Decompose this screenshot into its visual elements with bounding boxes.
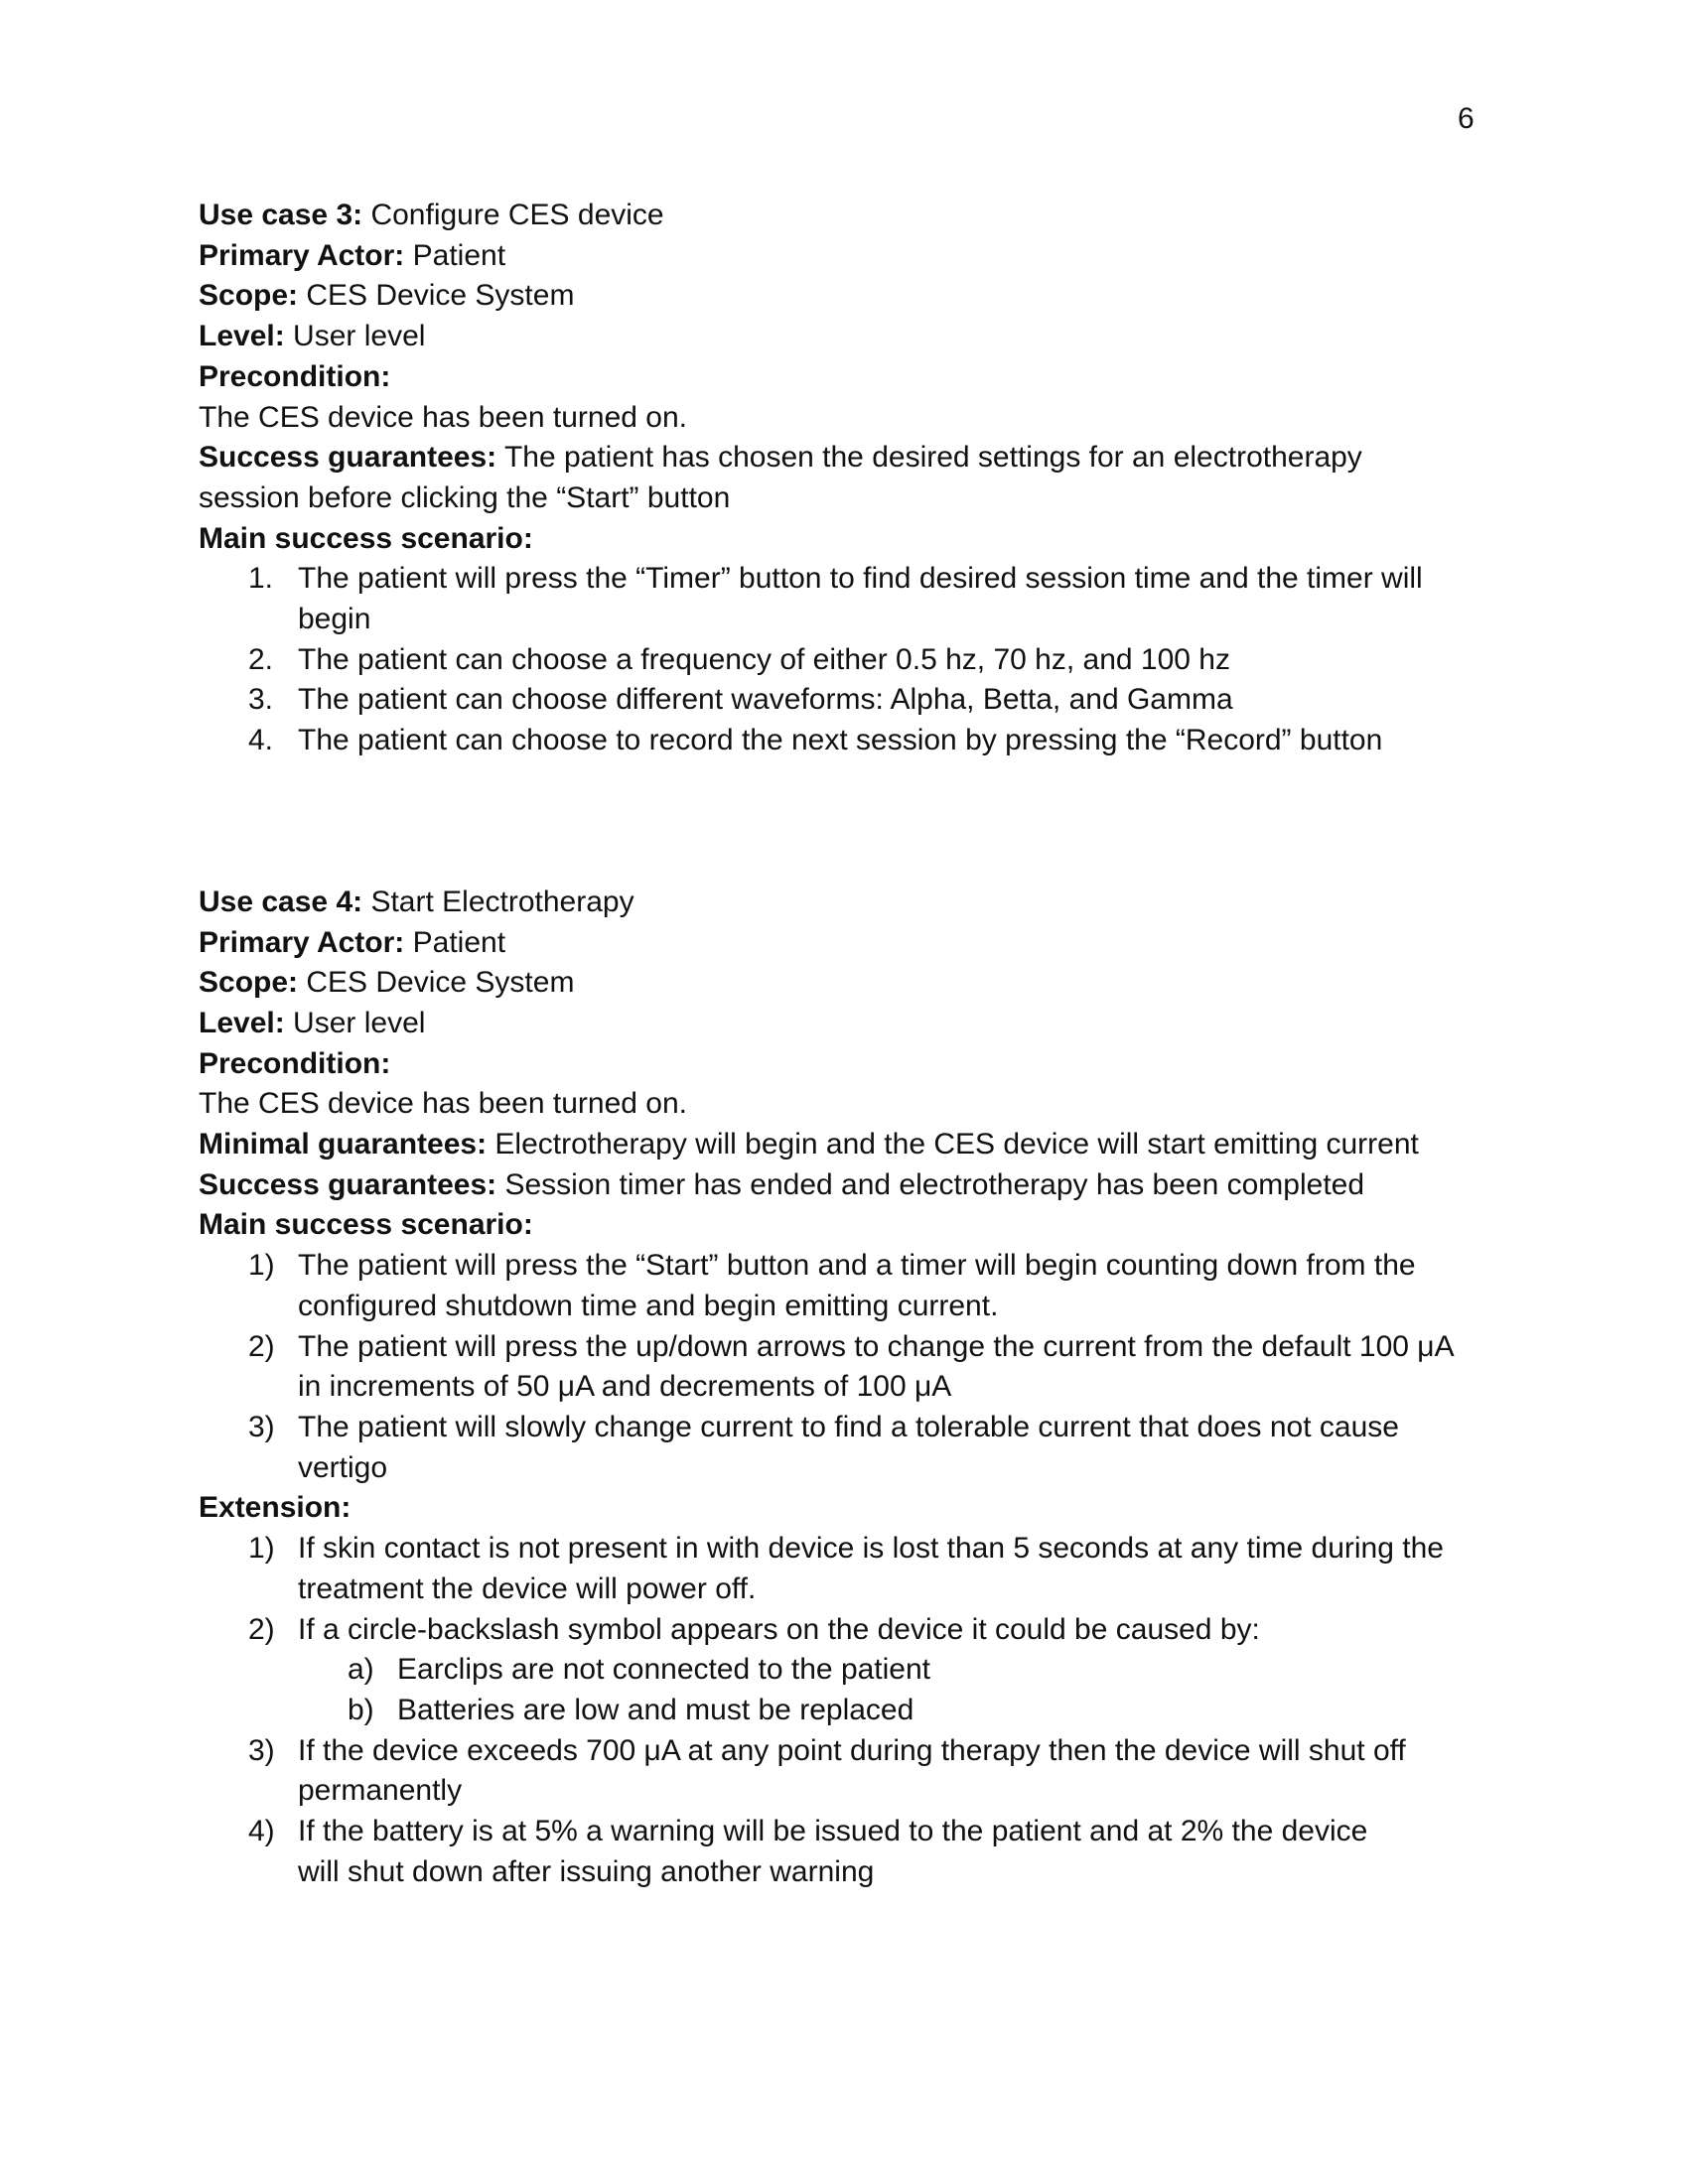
primary-actor-label: Primary Actor: — [199, 925, 405, 959]
list-item-line: If a circle-backslash symbol appears on the device it could be caused by: — [298, 1612, 1260, 1646]
primary-actor-label: Primary Actor: — [199, 238, 405, 272]
list-marker: 3. — [248, 683, 274, 717]
primary-actor — [199, 236, 1489, 277]
level — [199, 1004, 1489, 1044]
list-item — [199, 640, 1489, 681]
sub-list-item-text: Batteries are low and must be replaced — [397, 1693, 914, 1726]
list-item-line: The patient will press the “Timer” button to find desired session time and the timer will — [298, 562, 1423, 596]
precondition-label: Precondition: — [199, 1046, 391, 1080]
minimal-guarantees-value: Electrotherapy will begin and the CES device will start emitting current — [487, 1128, 1419, 1161]
list-item — [199, 1610, 1489, 1651]
main-scenario-label: Main success scenario: — [199, 521, 533, 555]
list-item-line: If the battery is at 5% a warning will be issued to the patient and at 2% the device — [298, 1815, 1368, 1848]
use-case-value: Start Electrotherapy — [362, 885, 634, 918]
list-marker: 1) — [248, 1532, 275, 1566]
extension-label: Extension: — [199, 1491, 352, 1525]
primary-actor — [199, 923, 1489, 964]
level — [199, 317, 1489, 357]
list-item — [199, 1529, 1489, 1609]
list-marker: 4) — [248, 1815, 275, 1848]
list-item — [199, 1408, 1489, 1488]
use-case-title — [199, 196, 1489, 236]
level-label: Level: — [199, 320, 285, 353]
scope-label: Scope: — [199, 279, 299, 313]
list-marker: 2. — [248, 642, 274, 676]
success-guarantees-value: The patient has chosen the desired settings for an electrotherapy — [496, 441, 1362, 475]
list-item — [199, 1812, 1489, 1892]
level-label: Level: — [199, 1006, 285, 1039]
level-value: User level — [284, 320, 426, 353]
list-item-line: The patient can choose different waveforms: Alpha, Betta, and Gamma — [298, 683, 1233, 717]
list-item-line: begin — [298, 603, 371, 636]
list-item — [199, 1731, 1489, 1812]
use-case-label: Use case 3: — [199, 199, 363, 231]
success-guarantees — [199, 438, 1489, 478]
precondition-label: Precondition: — [199, 359, 391, 393]
success-guarantees-continued: session before clicking the “Start” button — [199, 480, 731, 514]
list-marker: 2) — [248, 1329, 275, 1363]
sub-list-marker: a) — [348, 1653, 374, 1687]
list-item — [199, 1327, 1489, 1408]
list-item-line: The patient will press the “Start” button and a timer will begin counting down from the — [298, 1249, 1416, 1283]
section-spacer — [199, 761, 1489, 883]
sub-list-item — [199, 1691, 1489, 1731]
use-case-title — [199, 883, 1489, 923]
scope-value: CES Device System — [298, 279, 575, 313]
list-marker: 1) — [248, 1249, 275, 1283]
minimal-guarantees-label: Minimal guarantees: — [199, 1128, 488, 1161]
list-marker: 4. — [248, 724, 274, 757]
list-item-line: The patient will press the up/down arrows to change the current from the default 100 μA — [298, 1329, 1455, 1363]
list-item-line: in increments of 50 μA and decrements of 100 μA — [298, 1370, 952, 1404]
precondition-text: The CES device has been turned on. — [199, 400, 687, 434]
list-marker: 3) — [248, 1733, 275, 1767]
success-guarantees-label: Success guarantees: — [199, 1167, 497, 1201]
success-guarantees — [199, 1165, 1489, 1206]
main-scenario-list — [199, 559, 1489, 761]
precondition-text: The CES device has been turned on. — [199, 1087, 687, 1121]
list-item — [199, 721, 1489, 761]
level-value: User level — [284, 1006, 426, 1039]
primary-actor-value: Patient — [404, 925, 506, 959]
list-item — [199, 680, 1489, 721]
list-item-line: The patient will slowly change current to find a tolerable current that does not cause — [298, 1410, 1399, 1443]
list-item-line: The patient can choose to record the next session by pressing the “Record” button — [298, 724, 1383, 757]
list-marker: 3) — [248, 1410, 275, 1443]
sub-list-item-text: Earclips are not connected to the patient — [397, 1653, 931, 1687]
list-item-line: The patient can choose a frequency of either 0.5 hz, 70 hz, and 100 hz — [298, 642, 1230, 676]
list-item — [199, 1246, 1489, 1326]
page-number: 6 — [1458, 102, 1475, 135]
list-marker: 2) — [248, 1612, 275, 1646]
document-body — [199, 196, 1489, 1892]
success-guarantees-label: Success guarantees: — [199, 441, 497, 475]
minimal-guarantees — [199, 1125, 1489, 1165]
scope — [199, 963, 1489, 1004]
main-scenario-label: Main success scenario: — [199, 1208, 533, 1242]
list-item — [199, 559, 1489, 639]
list-item-line: If skin contact is not present in with device is lost than 5 seconds at any time during the — [298, 1532, 1444, 1566]
use-case-label: Use case 4: — [199, 885, 363, 918]
use-case-value: Configure CES device — [362, 199, 664, 231]
scope-label: Scope: — [199, 966, 299, 1000]
list-item-line: permanently — [298, 1774, 463, 1808]
list-item-line: vertigo — [298, 1450, 388, 1484]
list-item-line: will shut down after issuing another warning — [298, 1854, 875, 1888]
extension-list — [199, 1529, 1489, 1892]
use-case-3 — [199, 196, 1489, 761]
sub-list-marker: b) — [348, 1693, 374, 1726]
scope — [199, 276, 1489, 317]
list-item-line: configured shutdown time and begin emitting current. — [298, 1289, 999, 1322]
scope-value: CES Device System — [298, 966, 575, 1000]
main-scenario-list — [199, 1246, 1489, 1488]
primary-actor-value: Patient — [404, 238, 506, 272]
list-item-line: treatment the device will power off. — [298, 1571, 757, 1605]
sub-list-item — [199, 1650, 1489, 1691]
success-guarantees-value: Session timer has ended and electrotherapy has been completed — [496, 1167, 1365, 1201]
list-item-line: If the device exceeds 700 μA at any point during therapy then the device will shut off — [298, 1733, 1406, 1767]
list-marker: 1. — [248, 562, 274, 596]
use-case-4 — [199, 883, 1489, 1893]
